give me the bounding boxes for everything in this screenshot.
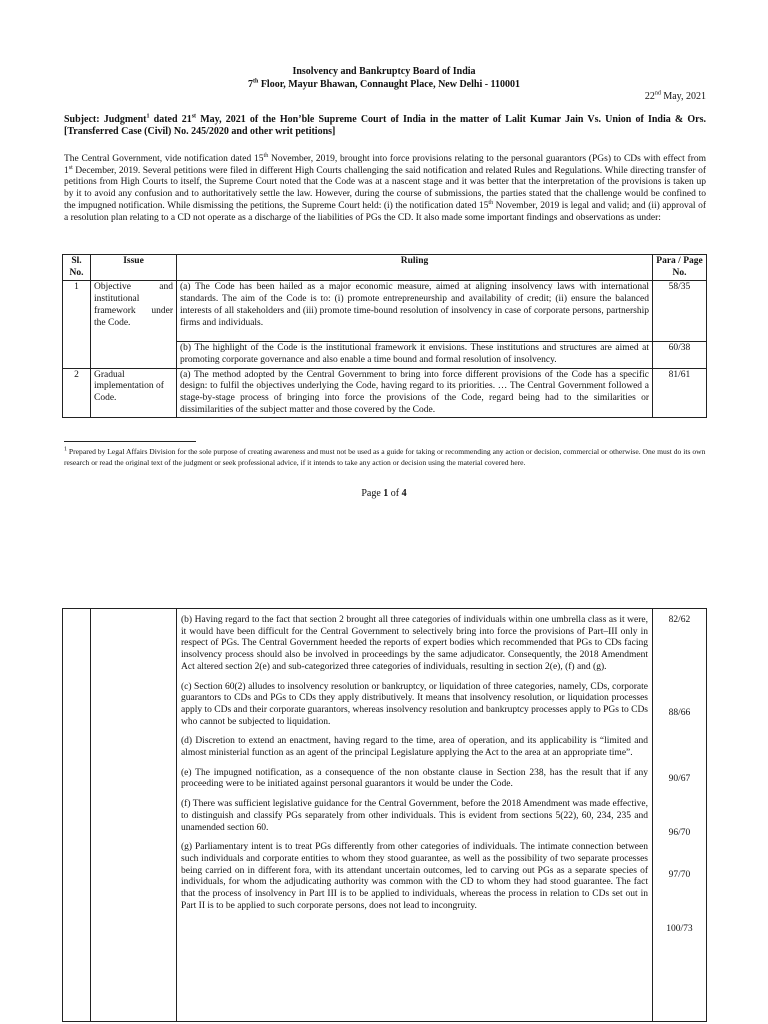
org-name: Insolvency and Bankruptcy Board of India	[292, 66, 476, 77]
para-cell: 81/61	[653, 368, 707, 418]
sl-cell: 1	[63, 281, 91, 368]
page-total: 4	[401, 488, 407, 499]
intro-paragraph	[64, 154, 706, 224]
subject-line	[64, 114, 706, 138]
ruling-g: (g) Parliamentary intent is to treat PGs differently from other categories of individuals. The intimate connection between such individuals and corporate entities to whom they stood guarantee, as well as the possibility of two separate processes being carried on in different fora, with its attendant uncertain outcomes, led to carving out PGs as a separate species of individuals, for whom the adjudicating authority was common with the CD to whom they had stood guarantee. The fact that the process of insolvency in Part III is to be applied to individuals, whereas the process in relation to CDs set out in Part II is to be applied to such corporate persons, does not lead to incongruity.	[181, 842, 648, 911]
floor-sup: th	[252, 78, 259, 85]
ruling-d: (d) Discretion to extend an enactment, having regard to the time, area of operation, and its applicability is “limited and almost ministerial function as an agent of the principal Legislature applying the Act to the area at an appropriate time”.	[181, 736, 648, 759]
intro-c: December, 2019. Several petitions were filed in different High Courts challenging the said notification and related Rules and Regulations. While directing transfer of petitions from High Courts to itself, the Supreme Court noted that the Code was at a nascent stage and it was better that the interpretation of the provisions is taken up by it to avoid any confusion and to authoritatively settle the law. However, during the course of submissions, the parties stated that the challenge would be confined to the impugned notification. While dismissing the petitions, the Supreme Court held: (i) the notification dated 15	[64, 165, 706, 211]
table-row	[63, 281, 707, 342]
org-address	[0, 79, 768, 90]
date-rest: May, 2021	[660, 91, 706, 102]
page-prefix: Page	[361, 488, 384, 499]
footnote	[64, 446, 706, 468]
rulings-table-continued	[62, 608, 707, 1022]
document-page-1	[0, 0, 768, 500]
intro-d: November, 2019 is legal and valid; and (ii) approval of a resolution plan relating to a CD not operate as a discharge of the liabilities of PGs the CD. It also made some important findings and observations as under:	[64, 200, 706, 223]
ruling-e: (e) The impugned notification, as a consequence of the non obstante clause in Section 238, has the result that if any proceeding were to be initiated against personal guarantors it would be under the Code.	[181, 767, 648, 790]
intro-b: November, 2019, brought into force provisions relating to the personal guarantors (PGs) to CDs with effect from 1	[64, 154, 706, 176]
para-cell: 60/38	[653, 342, 707, 368]
subject-sup: st	[191, 113, 197, 120]
para-c: 88/66	[668, 708, 691, 718]
ruling-f: (f) There was sufficient legislative guidance for the Central Government, before the 2018 Amendment was made effective, to distinguish and classify PGs separately from other individuals. This is evident from sections 5(22), 60, 234, 235 and unamended section 60.	[181, 799, 648, 833]
ruling-cell: (a) The Code has been hailed as a major economic measure, aimed at aligning insolvency laws with international standards. The aim of the Code is to: (i) promote entrepreneurship and availability of credit; (ii) ensure the balanced interests of all stakeholders and (iii) promote time-bound resolution of insolvency in case of corporate persons, partnership firms and individuals.	[177, 281, 653, 342]
issue-cell	[91, 609, 177, 1022]
footnote-number: 1	[64, 446, 67, 453]
issue-cell: Objective and institutional framework under the Code.	[91, 281, 177, 368]
col-ruling: Ruling	[177, 255, 653, 281]
ruling-cell: (b) The highlight of the Code is the institutional framework it envisions. These institutions and structures are aimed at promoting corporate governance and also enable a time bound and formal resolution of insolvency.	[177, 342, 653, 368]
intro-sup-1: th	[263, 152, 269, 159]
subject-part-3: May, 2021 of the Hon’ble Supreme Court of India in the matter of Lalit Kumar Jain Vs. Union of India & Ors. [Transferred Case (Civil) No. 245/2020 and other writ petitions]	[64, 114, 706, 137]
issue-cell: Gradual implementation of Code.	[91, 368, 177, 418]
page-number	[0, 488, 768, 499]
page-current: 1	[383, 488, 389, 499]
floor-number: 7	[247, 79, 253, 90]
ruling-cell: (a) The method adopted by the Central Government to bring into force different provisions of the Code has a specific design: to fulfil the objectives underlying the Code, having regard to its priorities. … The Central Government followed a stage-by-stage process of bringing into force the provisions of the Code, regard being had to the similarities or dissimilarities of the subject matter and those covered by the Code.	[177, 368, 653, 418]
col-sl: Sl. No.	[63, 255, 91, 281]
para-e: 96/70	[668, 828, 691, 838]
page-mid: of	[388, 488, 402, 499]
footnote-ref[interactable]: 1	[146, 113, 150, 120]
address-rest: Floor, Mayur Bhawan, Connaught Place, New Delhi - 110001	[258, 79, 521, 90]
rulings-table	[62, 254, 707, 418]
table-row	[63, 609, 707, 1022]
ruling-c: (c) Section 60(2) alludes to insolvency resolution or bankruptcy, or liquidation of three categories, namely, CDs, corporate guarantors to CDs and PGs to CDs they apply distributively. It means that insolvency resolution, or liquidation processes apply to CDs and their corporate guarantors, whereas insolvency resolution and bankruptcy processes apply to PGs to CDs who cannot be subjected to liquidation.	[181, 681, 648, 727]
table-header-row	[63, 255, 707, 281]
sl-cell	[63, 609, 91, 1022]
para-cell	[653, 609, 707, 1022]
ruling-b: (b) Having regard to the fact that section 2 brought all three categories of individuals within one umbrella class as it were, it would have been difficult for the Central Government to selectively bring into force the provisions of Part–III only in respect of PGs. The Central Government heeded the reports of expert bodies which recommended that PGs to CDs facing insolvency process should also be involved in proceedings by the same adjudicator. Consequently, the 2018 Amendment Act altered section 2(e) and sub-categorized three categories of individuals, resulting in section 2(e), (f) and (g).	[181, 615, 648, 672]
footnote-divider	[64, 441, 196, 442]
subject-part-1: Subject: Judgment	[64, 114, 147, 125]
footnote-text: Prepared by Legal Affairs Division for the sole purpose of creating awareness and must not be used as a guide for taking or recommending any action or decision, commercial or otherwise. One must do its own research or read the original text of the judgment or seek professional advice, if it intends to take any action or decision using the material covered here.	[64, 447, 706, 467]
intro-a: The Central Government, vide notification dated 15	[64, 154, 264, 164]
para-f: 97/70	[668, 870, 691, 880]
document-page-2	[0, 600, 768, 1024]
table-row	[63, 368, 707, 418]
para-cell: 58/35	[653, 281, 707, 342]
para-b: 82/62	[668, 615, 691, 625]
date-day: 22	[644, 91, 655, 102]
intro-sup-3: th	[488, 199, 494, 206]
para-g: 100/73	[666, 924, 693, 934]
subject-part-2: dated 21	[149, 114, 192, 125]
document-date	[645, 91, 706, 102]
intro-sup-2: st	[68, 164, 73, 171]
para-d: 90/67	[668, 774, 691, 784]
rulings-cell	[177, 609, 653, 1022]
col-issue: Issue	[91, 255, 177, 281]
col-para: Para / Page No.	[653, 255, 707, 281]
date-sup: nd	[654, 90, 661, 97]
sl-cell: 2	[63, 368, 91, 418]
